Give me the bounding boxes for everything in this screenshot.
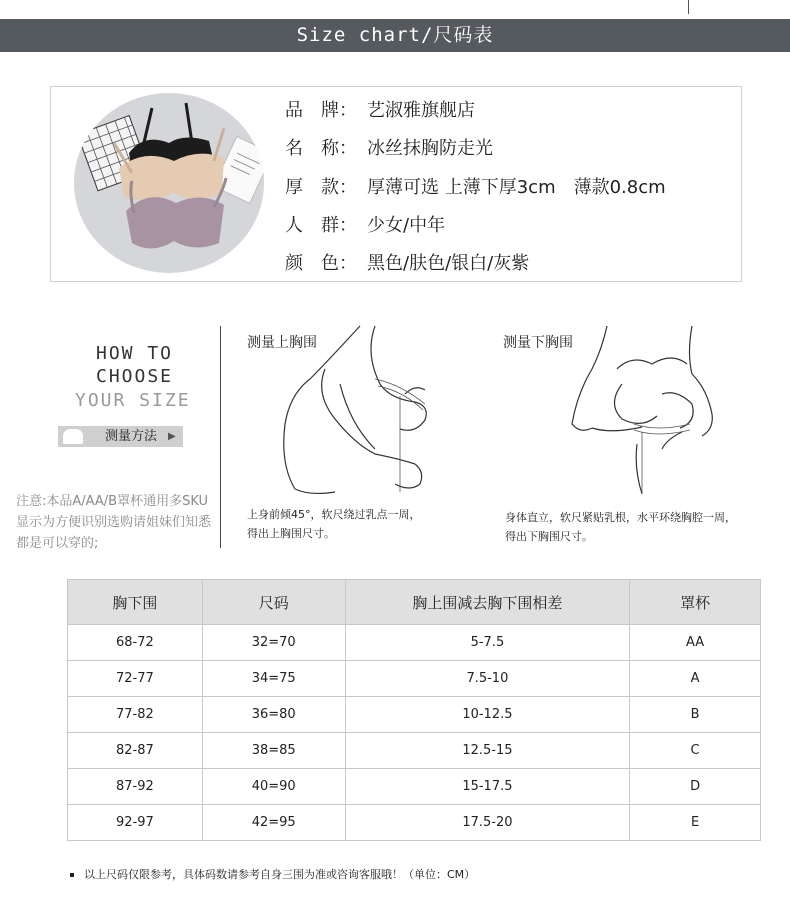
header-difference: 胸上围减去胸下围相差	[345, 580, 630, 625]
table-header-row	[68, 580, 761, 625]
how-to-heading-line2: CHOOSE	[96, 366, 174, 387]
cell-cup: AA	[630, 625, 761, 661]
under-bust-illustration	[562, 324, 732, 496]
footnote	[70, 866, 475, 882]
cell-size: 38=85	[202, 733, 345, 769]
product-info-box	[50, 86, 742, 282]
cell-underbust: 92-97	[68, 805, 203, 841]
table-row	[68, 697, 761, 733]
cell-cup: D	[630, 769, 761, 805]
upper-bust-caption	[247, 505, 421, 543]
spec-value: 厚薄可选 上薄下厚3cm 薄款0.8cm	[367, 177, 666, 198]
table-row	[68, 625, 761, 661]
lower-caption-line2: 得出下胸围尺寸。	[505, 530, 593, 543]
cell-size: 40=90	[202, 769, 345, 805]
spec-label: 品 牌：	[285, 100, 357, 121]
cell-cup: A	[630, 661, 761, 697]
spec-row-colors	[285, 249, 529, 275]
cell-difference: 7.5-10	[345, 661, 630, 697]
measure-method-button[interactable]	[58, 426, 183, 447]
top-divider-tick	[688, 0, 689, 14]
cell-size: 36=80	[202, 697, 345, 733]
header-title: Size chart/尺码表	[296, 24, 494, 46]
vertical-divider	[220, 326, 221, 548]
cell-underbust: 77-82	[68, 697, 203, 733]
how-to-heading-line3: YOUR SIZE	[75, 390, 191, 411]
spec-value: 艺淑雅旗舰店	[367, 100, 475, 121]
spec-label: 名 称：	[285, 138, 357, 159]
size-table	[67, 579, 761, 841]
spec-row-name	[285, 134, 493, 160]
cell-difference: 5-7.5	[345, 625, 630, 661]
upper-caption-line2: 得出上胸围尺寸。	[247, 527, 335, 540]
cell-size: 42=95	[202, 805, 345, 841]
cell-difference: 10-12.5	[345, 697, 630, 733]
header-cup: 罩杯	[630, 580, 761, 625]
cell-cup: B	[630, 697, 761, 733]
spec-value: 黑色/肤色/银白/灰紫	[367, 253, 530, 274]
play-arrow-icon: ▶	[168, 431, 176, 442]
cell-underbust: 68-72	[68, 625, 203, 661]
upper-caption-line1: 上身前倾45°，软尺绕过乳点一周，	[247, 508, 421, 521]
cell-difference: 15-17.5	[345, 769, 630, 805]
cell-underbust: 82-87	[68, 733, 203, 769]
spec-row-thickness	[285, 173, 666, 199]
table-row	[68, 769, 761, 805]
universal-cup-note: 注意:本品A/AA/B罩杯通用多SKU显示为方便识别选购请姐妹们知悉都是可以穿的;	[16, 494, 212, 551]
cell-cup: C	[630, 733, 761, 769]
table-row	[68, 805, 761, 841]
header-underbust: 胸下围	[68, 580, 203, 625]
how-to-heading-line1: HOW TO	[96, 343, 174, 364]
spec-label: 人 群：	[285, 215, 357, 236]
upper-bust-illustration	[265, 324, 445, 496]
header-size: 尺码	[202, 580, 345, 625]
under-bust-caption	[505, 508, 736, 546]
cell-underbust: 72-77	[68, 661, 203, 697]
table-row	[68, 733, 761, 769]
cell-difference: 12.5-15	[345, 733, 630, 769]
spec-label: 颜 色：	[285, 253, 357, 274]
cell-cup: E	[630, 805, 761, 841]
under-bust-title: 测量下胸围	[503, 335, 573, 351]
cell-difference: 17.5-20	[345, 805, 630, 841]
upper-bust-title: 测量上胸围	[247, 335, 317, 351]
product-photo	[74, 93, 264, 273]
cell-size: 34=75	[202, 661, 345, 697]
measure-method-label: 测量方法	[105, 429, 158, 444]
spec-row-brand	[285, 96, 475, 122]
spec-value: 少女/中年	[367, 215, 446, 236]
bullet-icon	[70, 873, 74, 877]
size-chart-header	[0, 19, 790, 52]
cell-underbust: 87-92	[68, 769, 203, 805]
bra-product-illustration	[74, 93, 264, 273]
spec-row-audience	[285, 211, 445, 237]
spec-label: 厚 款：	[285, 177, 357, 198]
footnote-text: 以上尺码仅限参考，具体码数请参考自身三围为准或咨询客服哦！（单位：CM）	[84, 868, 476, 881]
tape-measure-icon	[63, 429, 83, 444]
lower-caption-line1: 身体直立，软尺紧贴乳根，水平环绕胸腔一周，	[505, 511, 736, 524]
table-row	[68, 661, 761, 697]
spec-value: 冰丝抹胸防走光	[367, 138, 493, 159]
cell-size: 32=70	[202, 625, 345, 661]
